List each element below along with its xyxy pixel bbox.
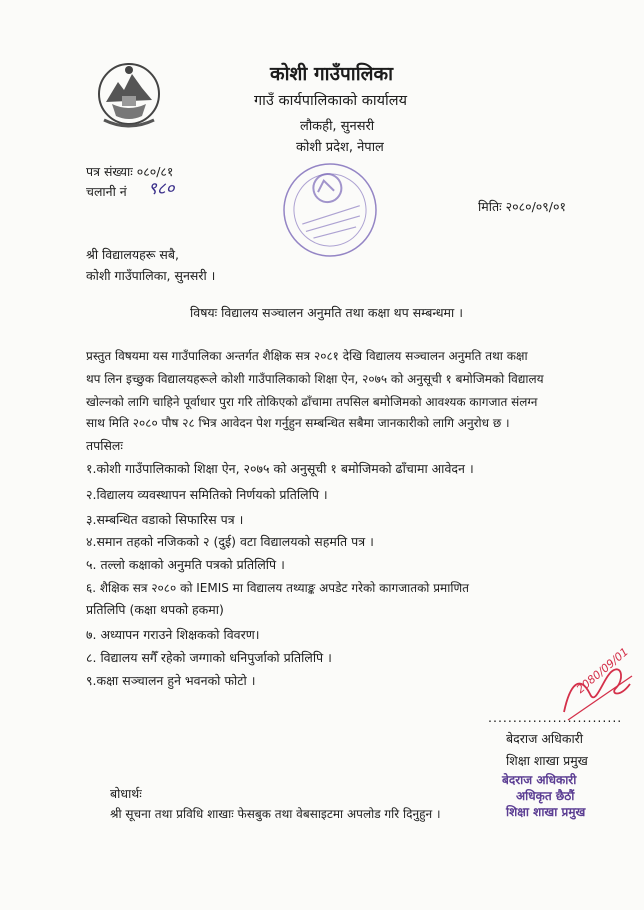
tapasil-item: १.कोशी गाउँपालिकाको शिक्षा ऐन, २०७५ को अनुसूची १ बमोजिमको ढाँचामा आवेदन । xyxy=(86,461,474,476)
tapasil-heading: तपसिलः xyxy=(86,438,123,453)
signature-dots: ........................... xyxy=(488,710,623,725)
tapasil-item: ६. शैक्षिक सत्र २०८० को IEMIS मा विद्यालय तथ्याङ्क अपडेट गरेको कागजातको प्रमाणित xyxy=(86,581,469,595)
office-province: कोशी प्रदेश, नेपाल xyxy=(296,140,384,155)
tapasil-item: ४.समान तहको नजिकको २ (दुई) वटा विद्यालयको सहमति पत्र । xyxy=(86,534,374,549)
office-title: गाउँ कार्यपालिकाको कार्यालय xyxy=(254,93,408,109)
handwritten-date: 2080/09/01 xyxy=(574,645,631,696)
chalani-number: ९८० xyxy=(148,179,175,199)
subject: विषयः विद्यालय सञ्चालन अनुमति तथा कक्षा थप सम्बन्धमा । xyxy=(190,305,463,320)
office-place: लौकही, सुनसरी xyxy=(300,119,375,134)
tapasil-item: २.विद्यालय व्यवस्थापन समितिको निर्णयको प्रतिलिपि । xyxy=(86,487,328,502)
patra-sankhya: पत्र संख्याः ०८०/८१ xyxy=(86,164,174,179)
tapasil-item-continuation: प्रतिलिपि (कक्षा थपको हकमा) xyxy=(86,602,224,617)
date: मितिः २०८०/०९/०१ xyxy=(478,199,566,214)
tapasil-item: ९.कक्षा सञ्चालन हुने भवनको फोटो । xyxy=(86,673,256,688)
tapasil-item: ८. विद्यालय सगैँ रहेको जग्गाको धनिपुर्जाको प्रतिलिपि । xyxy=(86,650,332,665)
bodharth-label: बोधार्थः xyxy=(110,786,142,801)
body-line-4: साथ मिति २०८० पौष २८ भित्र आवेदन पेश गर्नुहुन सम्बन्धित सबैमा जानकारीको लागि अनुरोध छ । xyxy=(86,416,510,430)
recipient-line-2: कोशी गाउँपालिका, सुनसरी । xyxy=(86,268,216,283)
body-line-2: थप लिन इच्छुक विद्यालयहरूले कोशी गाउँपालिकाको शिक्षा ऐन, २०७५ को अनुसूची १ बमोजिमको विद्यालय xyxy=(86,372,544,386)
signatory-name: बेदराज अधिकारी xyxy=(506,731,584,746)
body-line-1: प्रस्तुत विषयमा यस गाउँपालिका अन्तर्गत शैक्षिक सत्र २०८१ देखि विद्यालय सञ्चालन अनुमति तथा कक्षा xyxy=(86,349,528,363)
seal-name: बेदराज अधिकारी xyxy=(502,773,577,787)
recipient-line-1: श्री विद्यालयहरू सबै, xyxy=(86,247,179,262)
tapasil-item: ३.सम्बन्धित वडाको सिफारिस पत्र । xyxy=(86,512,244,527)
chalani-label: चलानी नं xyxy=(86,184,127,199)
seal-rank: अधिकृत छैठौं xyxy=(516,789,575,803)
nepal-emblem-icon xyxy=(94,60,164,132)
body-line-3: खोल्नको लागि चाहिने पूर्वाधार पुरा गरि तोकिएको ढाँचामा तपसिल बमोजिमको आवश्यक कागजात संलग्न xyxy=(86,395,538,409)
seal-title: शिक्षा शाखा प्रमुख xyxy=(506,805,586,819)
tapasil-item: ५. तल्लो कक्षाको अनुमति पत्रको प्रतिलिपि । xyxy=(86,557,285,572)
signatory-title: शिक्षा शाखा प्रमुख xyxy=(506,753,588,768)
org-title: कोशी गाउँपालिका xyxy=(270,63,394,85)
bodharth-line: श्री सूचना तथा प्रविधि शाखाः फेसबुक तथा वेबसाइटमा अपलोड गरि दिनुहुन । xyxy=(110,807,441,821)
tapasil-item: ७. अध्यापन गराउने शिक्षकको विवरण। xyxy=(86,627,260,642)
office-stamp-icon xyxy=(271,151,390,270)
